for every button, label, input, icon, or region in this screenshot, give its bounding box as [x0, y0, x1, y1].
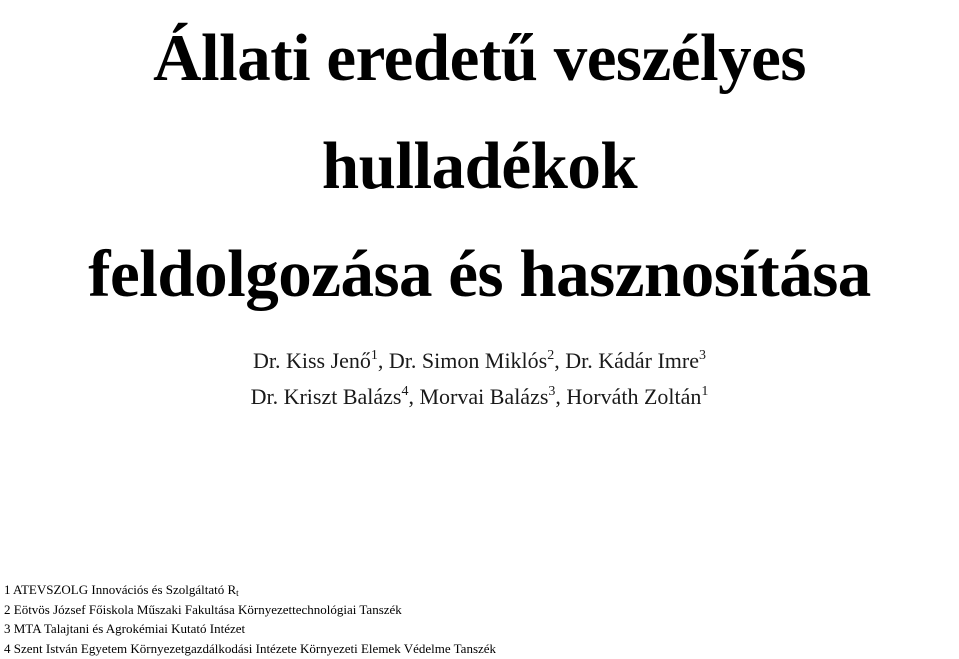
author-affiliation-mark: 2: [547, 348, 555, 363]
author-line-1: [0, 343, 959, 379]
title-line-3: feldolgozása és hasznosítása: [88, 237, 871, 311]
author-affiliation-mark: 3: [699, 348, 707, 363]
author-list: [0, 343, 959, 415]
author-separator: ,: [555, 384, 567, 409]
author-separator: ,: [377, 348, 389, 373]
author-name: Dr. Kiss Jenő: [252, 348, 371, 373]
affiliation-text: 1 ATEVSZOLG Innovációs és Szolgáltató R: [4, 582, 237, 597]
affiliation-item-4: 4 Szent István Egyetem Környezetgazdálkodási Intézete Környezeti Elemek Védelme Tanszék: [4, 640, 497, 656]
author-line-2: [0, 379, 959, 415]
affiliation-list: [4, 580, 496, 658]
affiliation-item-1: [4, 580, 496, 600]
author-name: Dr. Kádár Imre: [565, 348, 700, 373]
affiliation-item-2: 2 Eötvös József Főiskola Műszaki Fakultása Környezettechnológiai Tanszék: [4, 601, 402, 617]
author-name: Horváth Zoltán: [566, 384, 702, 409]
title-line-2: hulladékok: [321, 129, 638, 203]
affiliation-subscript: t: [236, 588, 239, 598]
author-affiliation-mark: 3: [548, 384, 556, 399]
title-line-1: Állati eredetű veszélyes: [153, 21, 806, 95]
author-name: Dr. Simon Miklós: [388, 348, 548, 373]
affiliation-item-3: 3 MTA Talajtani és Agrokémiai Kutató Intézet: [4, 621, 246, 636]
author-name: Morvai Balázs: [419, 384, 549, 409]
author-affiliation-mark: 1: [701, 384, 709, 399]
author-affiliation-mark: 1: [370, 348, 378, 363]
author-affiliation-mark: 4: [401, 384, 409, 399]
author-separator: ,: [554, 348, 566, 373]
author-name: Dr. Kriszt Balázs: [250, 384, 402, 409]
author-separator: ,: [408, 384, 420, 409]
document-title: [0, 4, 959, 328]
